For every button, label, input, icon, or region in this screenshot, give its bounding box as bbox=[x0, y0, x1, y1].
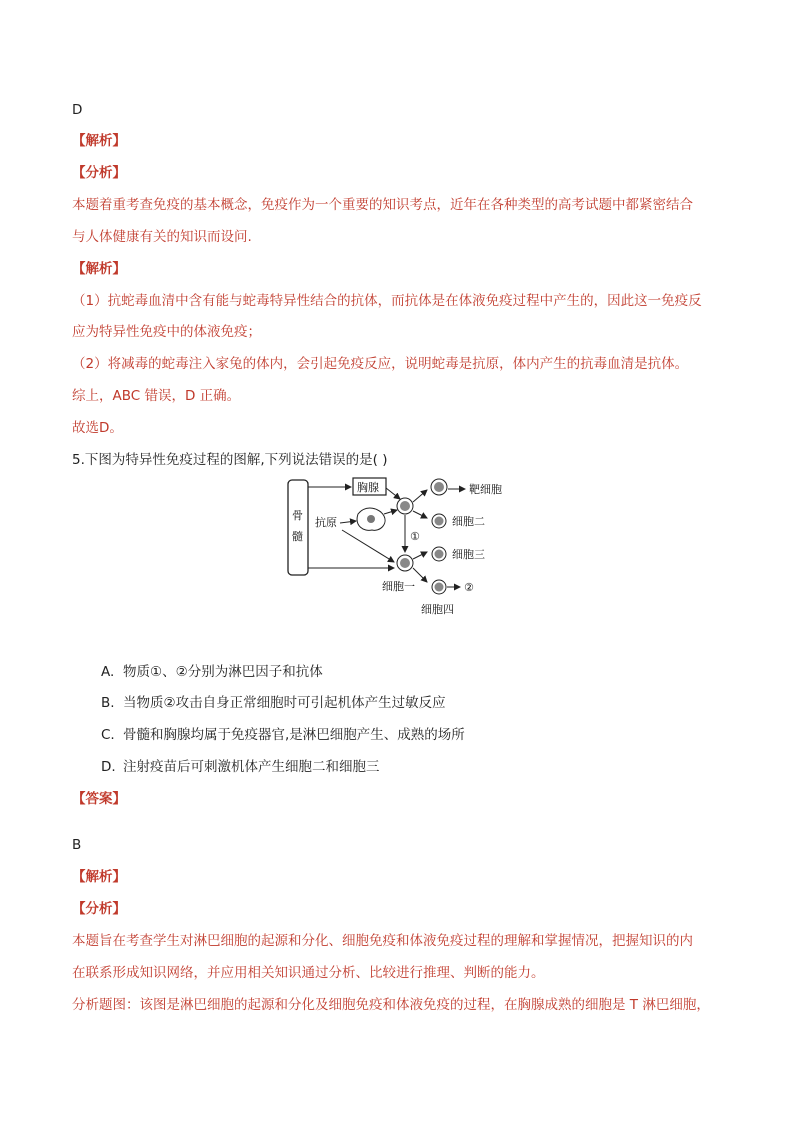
option-d bbox=[101, 758, 380, 776]
explain-line-4: 综上，ABC 错误，D 正确。 bbox=[72, 388, 241, 404]
option-b-text: 当物质②攻击自身正常细胞时可引起机体产生过敏反应 bbox=[123, 695, 446, 711]
analysis-line-3: 分析题图：该图是淋巴细胞的起源和分化及细胞免疫和体液免疫的过程，在胸腺成熟的细胞是 T 淋巴细胞， bbox=[72, 997, 710, 1013]
bone-marrow-label-1: 骨 bbox=[292, 509, 303, 522]
option-d-text: 注射疫苗后可刺激机体产生细胞二和细胞三 bbox=[123, 759, 380, 775]
explain-line-1: （1）抗蛇毒血清中含有能与蛇毒特异性结合的抗体，而抗体是在体液免疫过程中产生的，因此这一免疫反 bbox=[72, 293, 702, 309]
analysis-prev-line-2: 与人体健康有关的知识而设问. bbox=[72, 229, 252, 245]
answer-prev: D bbox=[72, 102, 83, 118]
option-a-text: 物质①、②分别为淋巴因子和抗体 bbox=[123, 664, 323, 680]
fenxi-header-1: 【分析】 bbox=[72, 165, 126, 181]
answer: B bbox=[72, 837, 82, 853]
mark-two: ② bbox=[464, 581, 474, 594]
option-c-text: 骨髓和胸腺均属于免疫器官,是淋巴细胞产生、成熟的场所 bbox=[123, 727, 465, 743]
cell-two-label: 细胞二 bbox=[452, 515, 485, 528]
option-a bbox=[101, 663, 323, 681]
analysis-line-1: 本题旨在考查学生对淋巴细胞的起源和分化、细胞免疫和体液免疫过程的理解和掌握情况，把握知识的内 bbox=[72, 933, 693, 949]
option-c-letter: C. bbox=[101, 727, 115, 743]
jiexi-header-1: 【解析】 bbox=[72, 133, 126, 149]
antigen-label: 抗原 bbox=[315, 516, 337, 529]
immune-process-diagram bbox=[280, 474, 520, 624]
cell-one-label: 细胞一 bbox=[382, 580, 415, 593]
fenxi-header-2: 【分析】 bbox=[72, 901, 126, 917]
option-b-letter: B. bbox=[101, 695, 115, 711]
target-cell-label: 靶细胞 bbox=[469, 483, 502, 496]
mark-one: ① bbox=[410, 530, 420, 543]
analysis-prev-line-1: 本题着重考查免疫的基本概念，免疫作为一个重要的知识考点，近年在各种类型的高考试题中都紧密结合 bbox=[72, 197, 693, 213]
jiexi-header-3: 【解析】 bbox=[72, 869, 126, 885]
explain-line-2: 应为特异性免疫中的体液免疫； bbox=[72, 324, 261, 340]
cell-four-label: 细胞四 bbox=[421, 603, 454, 616]
analysis-line-2: 在联系形成知识网络，并应用相关知识通过分析、比较进行推理、判断的能力。 bbox=[72, 965, 545, 981]
option-d-letter: D. bbox=[101, 759, 116, 775]
bone-marrow-box bbox=[288, 480, 308, 575]
thymus-label: 胸腺 bbox=[357, 481, 379, 494]
answer-header: 【答案】 bbox=[72, 791, 126, 807]
option-c bbox=[101, 726, 465, 744]
option-a-letter: A. bbox=[101, 664, 115, 680]
option-b bbox=[101, 694, 446, 712]
explain-line-5: 故选D。 bbox=[72, 420, 123, 436]
cell-three-label: 细胞三 bbox=[452, 548, 485, 561]
bone-marrow-label-2: 髓 bbox=[292, 530, 303, 543]
jiexi-header-2: 【解析】 bbox=[72, 261, 126, 277]
question-text: 5.下图为特异性免疫过程的图解,下列说法错误的是( ) bbox=[72, 452, 388, 468]
explain-line-3: （2）将减毒的蛇毒注入家兔的体内，会引起免疫反应，说明蛇毒是抗原，体内产生的抗毒血清是抗体。 bbox=[72, 356, 689, 372]
